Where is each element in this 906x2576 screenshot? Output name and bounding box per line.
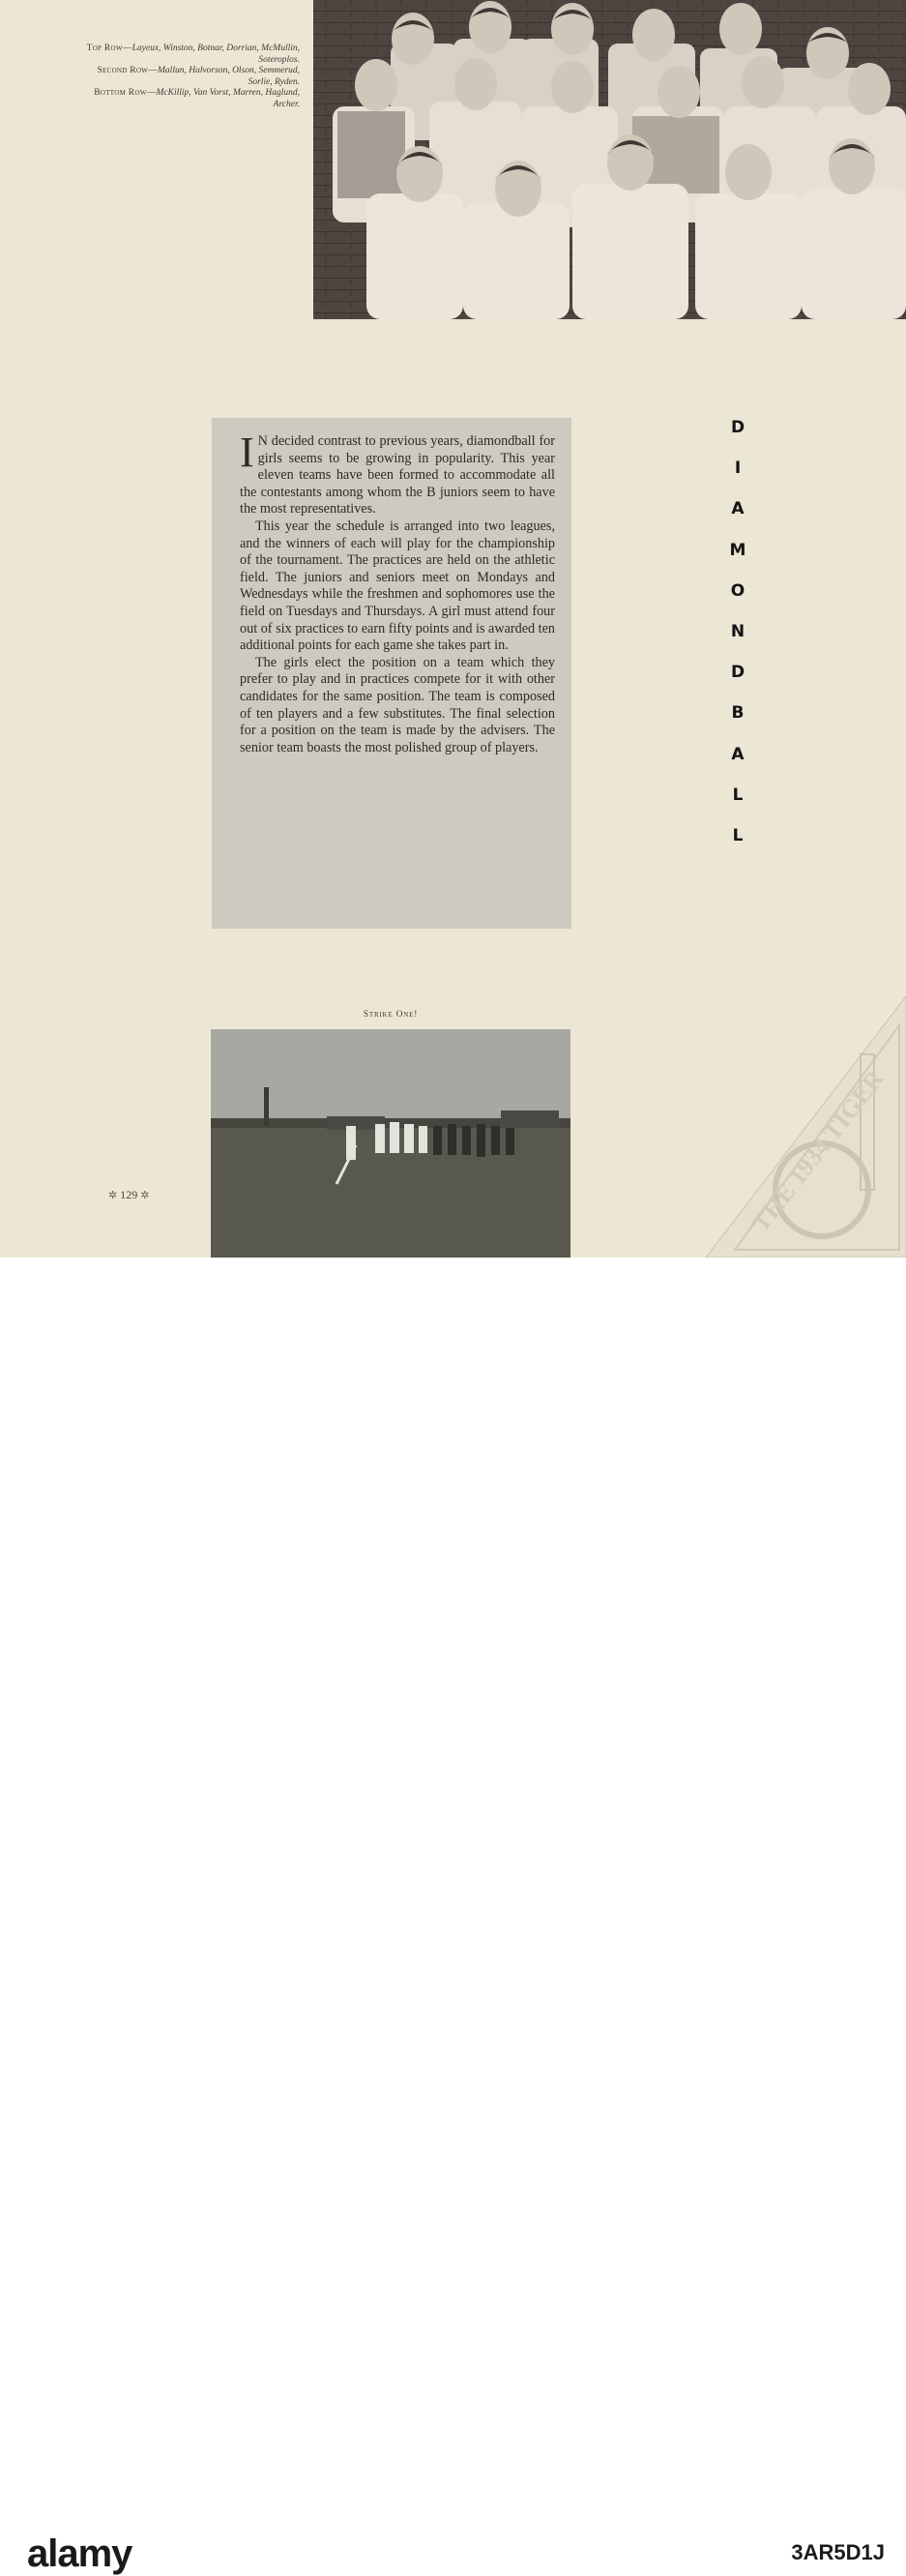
team-photo-caption: [85, 44, 300, 110]
title-letter: I: [734, 459, 742, 479]
game-action-photo: [211, 1029, 570, 1258]
title-letter: M: [729, 540, 746, 560]
bottom-row-caption: [85, 88, 300, 110]
paragraph-2: This year the schedule is arranged into two leagues, and the winners of each will play for the championship of the tournament. The practices are held on the athletic field. The juniors and seniors meet on Mondays and Wednesdays while the freshmen and sophomores use the field on Tuesdays and Thursdays. A girl must attend four out of six practices to earn fifty points and is awarded ten additional points for each game she takes part in.: [240, 518, 555, 654]
watermark-bar: [0, 1258, 906, 2575]
emblem-text: THE 1934 TIGER: [745, 1064, 890, 1237]
title-letter: O: [730, 580, 745, 601]
second-row-names: Mallun, Halvorson, Olson, Semmerud, Sorlie, Ryden.: [158, 66, 300, 87]
second-row-caption: [85, 66, 300, 88]
paragraph-1: [240, 429, 555, 518]
diamondball-title: [714, 416, 762, 865]
title-letter: L: [732, 825, 744, 845]
bottom-row-names: McKillip, Van Vorst, Marren, Haglund, Archer.: [156, 88, 300, 109]
title-letter: L: [732, 785, 744, 805]
team-photo-image: [313, 0, 906, 319]
team-group-photo: [313, 0, 906, 319]
title-letter: A: [731, 744, 745, 764]
title-letter: D: [730, 663, 745, 683]
article-text: [240, 429, 555, 756]
bottom-row-label: Bottom Row—: [94, 88, 157, 98]
folio-ornament-icon: ✲: [108, 1190, 118, 1201]
paragraph-3: The girls elect the position on a team which they prefer to play and in practices compete for it with other candidates for the same position. The team is composed of ten players and a few substitutes. The final selection for a position on the team is made by the advisers. The senior team boasts the most polished group of players.: [240, 654, 555, 755]
drop-cap: I: [240, 429, 254, 476]
title-letter: D: [730, 418, 745, 437]
title-letter: B: [731, 703, 745, 724]
page-number-text: 129: [120, 1188, 138, 1201]
action-photo-caption: Strike One!: [363, 1010, 419, 1020]
yearbook-page: [0, 0, 906, 1258]
yearbook-emblem: [706, 996, 906, 1258]
top-row-label: Top Row—: [86, 44, 132, 53]
paragraph-1-text: N decided contrast to previous years, diamondball for girls seems to be growing in popularity. This year eleven teams have been formed to accommodate all the contestants among whom the B juniors seem to have the most representatives.: [240, 433, 555, 518]
title-letter: A: [731, 499, 745, 519]
tiger-emblem-icon: [706, 996, 906, 1258]
top-row-names: Layeux, Winston, Botnar, Dorrian, McMullin, Soteroplos.: [132, 44, 300, 65]
second-row-label: Second Row—: [97, 66, 159, 75]
page-number: [108, 1188, 149, 1202]
folio-ornament-icon: ✲: [140, 1190, 150, 1201]
action-photo-image: [211, 1029, 570, 1258]
watermark-logo: alamy: [27, 2532, 132, 2575]
top-row-caption: [85, 44, 300, 66]
watermark-image-id: 3AR5D1J: [791, 2540, 885, 2564]
title-letter: N: [730, 621, 745, 641]
